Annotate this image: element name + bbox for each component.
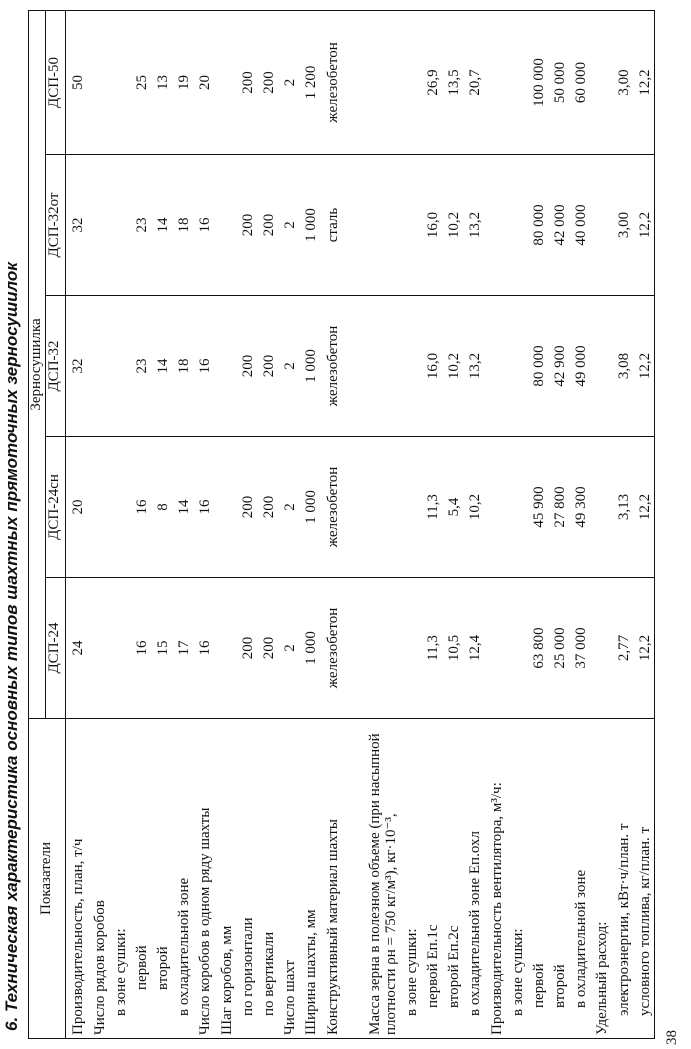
row-value: сталь (320, 155, 341, 296)
row-value (484, 155, 505, 296)
row-value: 12,2 (632, 155, 654, 296)
row-value: железобетон (320, 10, 341, 154)
row-value: 200 (257, 296, 278, 437)
row-value: 1 000 (299, 155, 320, 296)
row-value (399, 155, 420, 296)
table-row (341, 10, 399, 1038)
table-row (108, 10, 129, 1038)
row-value (108, 578, 129, 719)
row-value: 16 (193, 155, 214, 296)
row-label: по горизонтали (235, 719, 256, 1039)
row-value: 1 000 (299, 578, 320, 719)
row-label: в охладительной зоне Eп.охл (463, 719, 484, 1039)
row-label: первой Eп.1с (421, 719, 442, 1039)
row-value: 15 (151, 578, 172, 719)
row-value: 20,7 (463, 10, 484, 154)
table-row (257, 10, 278, 1038)
row-value (214, 155, 235, 296)
row-value: 16 (193, 578, 214, 719)
row-value: 2 (278, 437, 299, 578)
row-value (505, 296, 526, 437)
row-value: 200 (235, 437, 256, 578)
row-value (341, 296, 399, 437)
row-value (214, 10, 235, 154)
row-value: 42 000 (548, 155, 569, 296)
row-value: железобетон (320, 578, 341, 719)
row-value (590, 578, 611, 719)
row-value: 10,2 (463, 437, 484, 578)
row-value (590, 437, 611, 578)
row-label: Число коробов в одном ряду шахты (193, 719, 214, 1039)
row-value: 42 900 (548, 296, 569, 437)
row-label: второй Eп.2с (442, 719, 463, 1039)
row-label: Масса зерна в полезном объеме (при насыпной плотности ρн = 750 кг/м³), кг·10⁻³, (341, 719, 399, 1039)
row-label: Производительность, план, т/ч (65, 719, 87, 1039)
table-row (632, 10, 654, 1038)
row-label: по вертикали (257, 719, 278, 1039)
table-row (235, 10, 256, 1038)
row-value: 40 000 (569, 155, 590, 296)
row-value (399, 437, 420, 578)
row-value (87, 296, 108, 437)
row-value (590, 296, 611, 437)
row-value: 12,2 (632, 578, 654, 719)
table-row (151, 10, 172, 1038)
row-value (108, 296, 129, 437)
header-col: ДСП-24сн (45, 437, 65, 578)
row-value: 16,0 (421, 155, 442, 296)
header-group: Зерносушилка (29, 10, 46, 718)
row-value: 20 (193, 10, 214, 154)
row-value (341, 437, 399, 578)
row-value: 19 (172, 10, 193, 154)
row-value: 17 (172, 578, 193, 719)
row-value: 16 (129, 578, 150, 719)
row-value (108, 437, 129, 578)
row-value (399, 296, 420, 437)
table-caption: 6. Техническая характеристика основных типов шахтных прямоточных зерносушилок (2, 262, 21, 1031)
row-value: 25 000 (548, 578, 569, 719)
row-value (214, 578, 235, 719)
row-value: 13,5 (442, 10, 463, 154)
row-value (341, 578, 399, 719)
row-value (590, 155, 611, 296)
row-value: 14 (151, 296, 172, 437)
row-value: 200 (235, 578, 256, 719)
row-label: в зоне сушки: (399, 719, 420, 1039)
row-value (214, 296, 235, 437)
table-row (548, 10, 569, 1038)
row-value: 16 (193, 296, 214, 437)
row-value (505, 437, 526, 578)
row-value: 200 (257, 578, 278, 719)
row-label: условного топлива, кг/план. т (632, 719, 654, 1039)
row-value: 3,13 (611, 437, 632, 578)
table-row (299, 10, 320, 1038)
row-value (484, 296, 505, 437)
header-col: ДСП-24 (45, 578, 65, 719)
row-value: 200 (235, 296, 256, 437)
table-row (399, 10, 420, 1038)
row-value: 200 (257, 437, 278, 578)
row-value: 12,2 (632, 10, 654, 154)
row-label: второй (151, 719, 172, 1039)
row-value: 10,2 (442, 296, 463, 437)
row-value: 2,77 (611, 578, 632, 719)
row-label: Шаг коробов, мм (214, 719, 235, 1039)
row-label: в зоне сушки: (108, 719, 129, 1039)
row-label: второй (548, 719, 569, 1039)
row-value (214, 437, 235, 578)
row-value: 32 (65, 155, 87, 296)
row-value (108, 155, 129, 296)
row-value: 16,0 (421, 296, 442, 437)
row-value: 14 (151, 155, 172, 296)
row-value: 200 (235, 155, 256, 296)
row-value: 8 (151, 437, 172, 578)
row-value (87, 155, 108, 296)
spec-table (28, 10, 655, 1039)
row-value: 50 (65, 10, 87, 154)
header-col: ДСП-50 (45, 10, 65, 154)
row-value: 50 000 (548, 10, 569, 154)
row-value: 10,2 (442, 155, 463, 296)
table-row (611, 10, 632, 1038)
header-col: ДСП-32 (45, 296, 65, 437)
row-value: 16 (193, 437, 214, 578)
row-value: 60 000 (569, 10, 590, 154)
row-value: 200 (235, 10, 256, 154)
row-label: Производительность вентилятора, м³/ч: (484, 719, 505, 1039)
table-row (65, 10, 87, 1038)
row-value (399, 10, 420, 154)
row-label: электроэнергии, кВт·ч/план. т (611, 719, 632, 1039)
row-value: 11,3 (421, 437, 442, 578)
row-label: Число шахт (278, 719, 299, 1039)
row-value: 2 (278, 155, 299, 296)
table-row (484, 10, 505, 1038)
row-value: 32 (65, 296, 87, 437)
row-value: 1 000 (299, 296, 320, 437)
row-value: 80 000 (526, 296, 547, 437)
row-value: 23 (129, 296, 150, 437)
row-value: 23 (129, 155, 150, 296)
row-value: 18 (172, 296, 193, 437)
table-row (463, 10, 484, 1038)
row-value: 2 (278, 578, 299, 719)
row-value: 5,4 (442, 437, 463, 578)
row-value (484, 10, 505, 154)
row-value: 27 800 (548, 437, 569, 578)
row-value: 49 000 (569, 296, 590, 437)
row-value (87, 578, 108, 719)
row-value: 12,2 (632, 296, 654, 437)
row-label: Удельный расход: (590, 719, 611, 1039)
row-value: 1 200 (299, 10, 320, 154)
row-value: железобетон (320, 437, 341, 578)
row-value (341, 10, 399, 154)
row-value: 63 800 (526, 578, 547, 719)
table-row (590, 10, 611, 1038)
row-value: 200 (257, 155, 278, 296)
row-value: 16 (129, 437, 150, 578)
table-body (65, 10, 654, 1038)
row-value: 200 (257, 10, 278, 154)
row-label: в охладительной зоне (172, 719, 193, 1039)
row-value: 13,2 (463, 296, 484, 437)
row-label: в зоне сушки: (505, 719, 526, 1039)
row-value (590, 10, 611, 154)
table-row (569, 10, 590, 1038)
row-value (484, 578, 505, 719)
row-value: 20 (65, 437, 87, 578)
row-label: Ширина шахты, мм (299, 719, 320, 1039)
row-value: 3,08 (611, 296, 632, 437)
row-value (484, 437, 505, 578)
row-value (505, 10, 526, 154)
row-value: 100 000 (526, 10, 547, 154)
row-value: 10,5 (442, 578, 463, 719)
table-row (129, 10, 150, 1038)
page-number: 38 (664, 1030, 680, 1045)
table-row (278, 10, 299, 1038)
row-value: 25 (129, 10, 150, 154)
row-value: 1 000 (299, 437, 320, 578)
table-row (421, 10, 442, 1038)
row-value: 80 000 (526, 155, 547, 296)
row-value: 37 000 (569, 578, 590, 719)
row-value: 14 (172, 437, 193, 578)
row-label: в охладительной зоне (569, 719, 590, 1039)
row-value (399, 578, 420, 719)
row-label: первой (129, 719, 150, 1039)
row-value: железобетон (320, 296, 341, 437)
table-row (193, 10, 214, 1038)
row-value: 2 (278, 296, 299, 437)
row-value: 18 (172, 155, 193, 296)
table-row (320, 10, 341, 1038)
row-label: первой (526, 719, 547, 1039)
row-value: 11,3 (421, 578, 442, 719)
row-value: 12,2 (632, 437, 654, 578)
header-indicator: Показатели (29, 719, 66, 1039)
row-value: 45 900 (526, 437, 547, 578)
row-value: 3,00 (611, 155, 632, 296)
row-value (341, 155, 399, 296)
row-value (505, 578, 526, 719)
row-value: 12,4 (463, 578, 484, 719)
row-value: 49 300 (569, 437, 590, 578)
row-value: 26,9 (421, 10, 442, 154)
row-value (87, 437, 108, 578)
table-row (214, 10, 235, 1038)
row-value: 13 (151, 10, 172, 154)
row-label: Конструктивный материал шахты (320, 719, 341, 1039)
row-value (108, 10, 129, 154)
row-value: 24 (65, 578, 87, 719)
table-row (172, 10, 193, 1038)
row-value (505, 155, 526, 296)
row-value: 3,00 (611, 10, 632, 154)
row-label: Число рядов коробов (87, 719, 108, 1039)
table-row (505, 10, 526, 1038)
row-value (87, 10, 108, 154)
table-row (87, 10, 108, 1038)
table-row (526, 10, 547, 1038)
row-value: 2 (278, 10, 299, 154)
row-value: 13,2 (463, 155, 484, 296)
table-row (442, 10, 463, 1038)
header-col: ДСП-32от (45, 155, 65, 296)
